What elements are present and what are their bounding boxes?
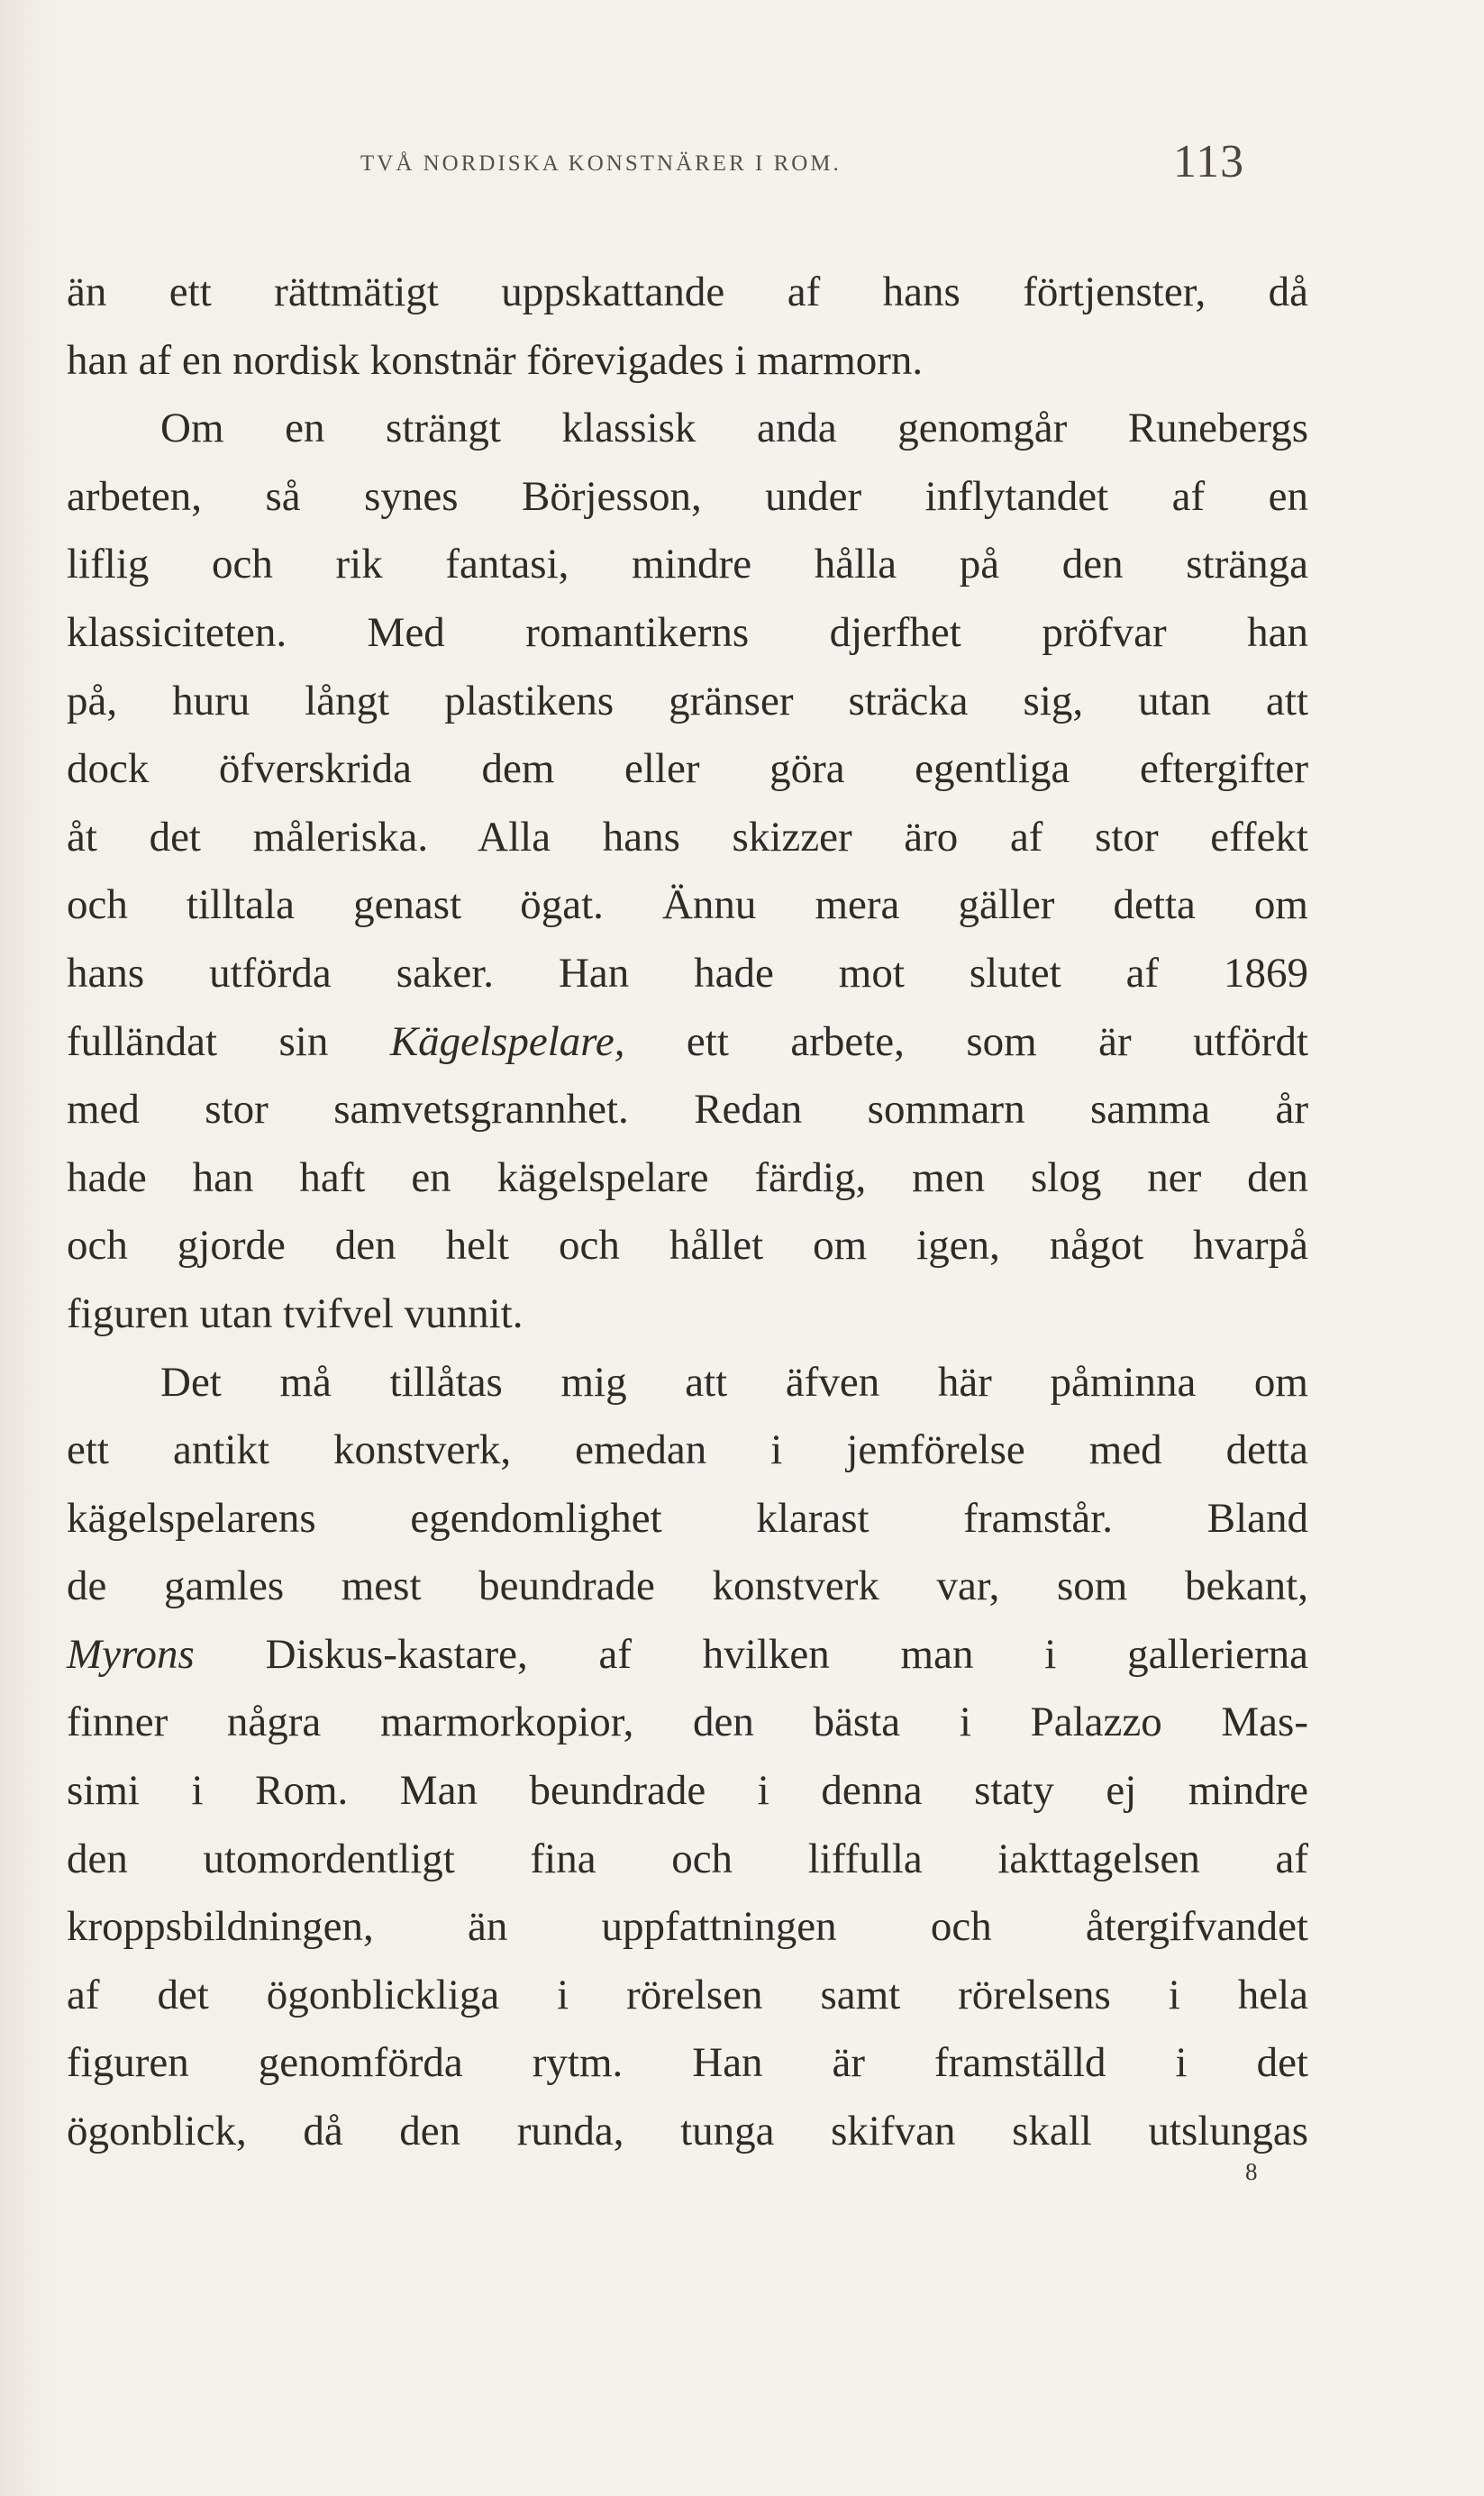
text-line: af det ögonblickliga i rörelsen samt rörelsens i hela (67, 1971, 1308, 2018)
text-line: liflig och rik fantasi, mindre hålla på den stränga (67, 541, 1308, 588)
text-line-with-italic-name (67, 1621, 1308, 1690)
text-line: ett antikt konstverk, emedan i jemförelse med detta (67, 1426, 1308, 1474)
text-line: hans utförda saker. Han hade mot slutet af 1869 (67, 949, 1308, 997)
line-lead-text: fulländat sin (67, 1017, 329, 1065)
text-line: ögonblick, då den runda, tunga skifvan skall utslungas (67, 2108, 1308, 2155)
page-number: 113 (1173, 136, 1245, 187)
text-line: finner några marmorkopior, den bästa i Palazzo Mas- (67, 1699, 1308, 1746)
text-line: han af en nordisk konstnär förevigades i marmorn. (67, 336, 924, 384)
paragraph-end-line: figuren utan tvifvel vunnit. (67, 1289, 523, 1337)
running-title: TVÅ NORDISKA KONSTNÄRER I ROM. (360, 151, 842, 176)
text-line: och tilltala genast ögat. Ännu mera gäller detta om (67, 881, 1308, 929)
text-line: och gjorde den helt och hållet om igen, något hvarpå (67, 1222, 1308, 1270)
text-line: kägelspelarens egendomlighet klarast framstår. Bland (67, 1494, 1308, 1542)
printer-signature-mark: 8 (1245, 2158, 1258, 2185)
text-line: åt det måleriska. Alla hans skizzer äro af stor effekt (67, 813, 1308, 861)
text-line: på, huru långt plastikens gränser sträcka sig, utan att (67, 677, 1308, 724)
text-line: med stor samvetsgrannhet. Redan sommarn samma år (67, 1086, 1308, 1134)
text-line: arbeten, så synes Börjesson, under inflytandet af en (67, 472, 1308, 520)
line-trail-text: Diskus-kastare, af hvilken man i gallerierna (265, 1630, 1308, 1678)
text-line: dock öfverskrida dem eller göra egentliga eftergifter (67, 745, 1308, 793)
text-line: än ett rättmätigt uppskattande af hans förtjenster, då (67, 269, 1308, 315)
text-line: de gamles mest beundrade konstverk var, som bekant, (67, 1562, 1308, 1610)
text-line: figuren genomförda rytm. Han är framställd i det (67, 2039, 1308, 2087)
paragraph-start-line: Det må tillåtas mig att äfven här påminna om (160, 1358, 1308, 1406)
text-line: klassiciteten. Med romantikerns djerfhet pröfvar han (67, 608, 1308, 656)
body-text (67, 259, 1308, 2166)
text-line: hade han haft en kägelspelare färdig, men slog ner den (67, 1153, 1308, 1201)
text-line: simi i Rom. Man beundrade i denna staty ej mindre (67, 1767, 1308, 1815)
italic-artist-name: Myrons (67, 1630, 195, 1678)
paragraph-start-line: Om en strängt klassisk anda genomgår Runebergs (160, 405, 1308, 452)
text-line-with-italic-title (67, 1008, 1308, 1077)
italic-work-title: Kägelspelare, (389, 1017, 625, 1065)
text-line: kroppsbildningen, än uppfattningen och återgifvandet (67, 1903, 1308, 1951)
text-line: den utomordentligt fina och liffulla iakttagelsen af (67, 1835, 1308, 1882)
line-trail-text: ett arbete, som är utfördt (686, 1017, 1308, 1065)
